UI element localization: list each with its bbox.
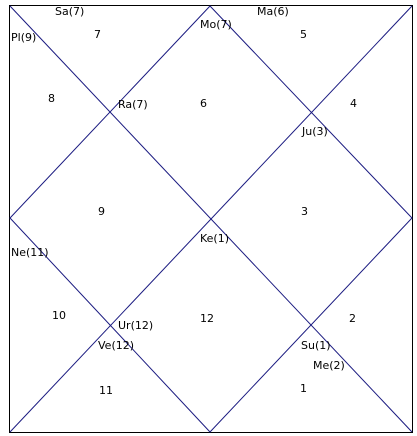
planet-label: Ve(12) xyxy=(98,339,135,352)
planet-label: Ne(11) xyxy=(11,246,49,259)
planet-label: Ke(1) xyxy=(200,232,230,245)
house-number: 12 xyxy=(200,312,214,325)
planet-label: Ma(6) xyxy=(257,5,289,18)
planet-label: Ra(7) xyxy=(118,98,148,111)
planet-label: Me(2) xyxy=(313,359,345,372)
planet-label: Sa(7) xyxy=(55,5,85,18)
planet-label: Ur(12) xyxy=(118,319,154,332)
house-number: 8 xyxy=(48,92,55,105)
house-number: 4 xyxy=(350,97,357,110)
house-number: 7 xyxy=(94,28,101,41)
house-number: 11 xyxy=(99,384,113,397)
house-number: 6 xyxy=(200,97,207,110)
house-number: 5 xyxy=(300,28,307,41)
house-number: 9 xyxy=(98,205,105,218)
planet-label: Ju(3) xyxy=(302,125,328,138)
house-number: 3 xyxy=(301,205,308,218)
house-number: 2 xyxy=(349,312,356,325)
planet-label: Pl(9) xyxy=(11,31,37,44)
house-number: 10 xyxy=(52,309,66,322)
house-number: 1 xyxy=(300,382,307,395)
planet-label: Su(1) xyxy=(301,339,331,352)
planet-label: Mo(7) xyxy=(200,18,232,31)
